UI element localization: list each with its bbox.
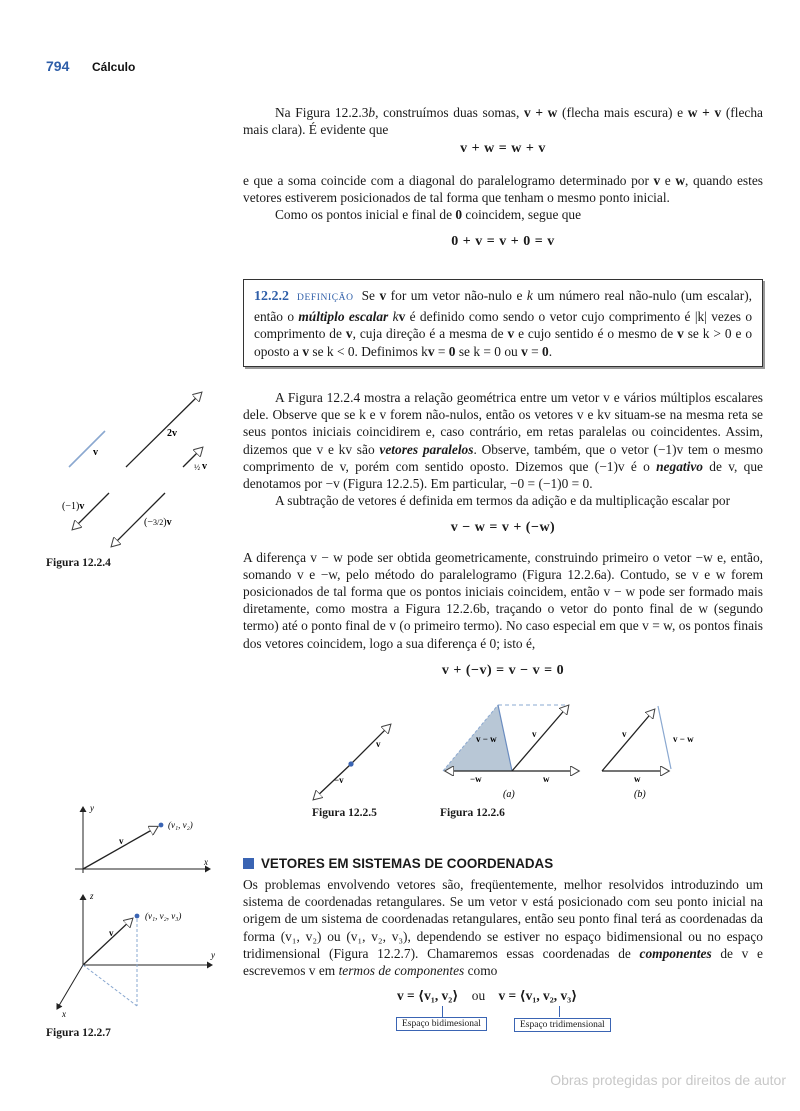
- svg-text:w: w: [543, 774, 550, 784]
- figure-12-2-7: [40, 795, 230, 1025]
- svg-text:2v: 2v: [167, 428, 177, 439]
- coordinates-section: [243, 876, 763, 979]
- figure-12-2-4: [40, 385, 220, 560]
- section-heading: [243, 856, 553, 871]
- intro-paragraph-1: Na Figura 12.2.3b, construímos duas somas, v + w (flecha mais escura) e w + v (flecha mais clara). É evidente que: [243, 105, 763, 138]
- svg-text:v: v: [109, 928, 114, 938]
- caption-figure-12-2-6: Figura 12.2.6: [440, 807, 505, 819]
- definition-number: 12.2.2: [254, 289, 289, 304]
- caption-figure-12-2-5: Figura 12.2.5: [312, 807, 377, 819]
- svg-text:v: v: [376, 739, 381, 749]
- page-number: 794: [46, 58, 70, 74]
- label-box-3d: Espaço tridimensional: [514, 1018, 611, 1032]
- svg-text:(−3/2)v: (−3/2)v: [144, 517, 172, 528]
- equation-subtraction: v − w = v + (−w): [450, 520, 556, 536]
- svg-text:x: x: [204, 857, 208, 867]
- page-header: [46, 58, 135, 74]
- watermark: Obras protegidas por direitos de autor: [550, 1072, 786, 1088]
- intro-paragraph-3: Como os pontos inicial e final de 0 coincidem, segue que: [275, 207, 582, 223]
- multiples-paragraph-2: A subtração de vetores é definida em termos da adição e da multiplicação escalar por: [275, 493, 731, 509]
- intro-paragraph-2: e que a soma coincide com a diagonal do paralelogramo determinado por v e w, quando estes vetores estiverem posicionados de tal forma que tenham o mesmo ponto inicial.: [243, 172, 763, 205]
- label-box-2d: Espaço bidimesional: [396, 1017, 487, 1031]
- caption-figure-12-2-7: Figura 12.2.7: [46, 1027, 111, 1039]
- caption-figure-12-2-4: Figura 12.2.4: [46, 557, 111, 569]
- vector-2v: [126, 393, 201, 467]
- formula-3d: v = ⟨v₁, v₂, v₃⟩: [498, 988, 578, 1003]
- intro-section: [243, 104, 763, 264]
- svg-text:½: ½: [194, 463, 200, 472]
- svg-text:v − w: v − w: [673, 734, 694, 744]
- svg-text:z: z: [90, 891, 94, 901]
- svg-text:x: x: [62, 1009, 66, 1019]
- svg-text:v: v: [202, 461, 207, 472]
- svg-text:w: w: [634, 774, 641, 784]
- svg-text:−w: −w: [470, 774, 482, 784]
- svg-text:y: y: [90, 803, 94, 813]
- vector-v: [69, 431, 105, 467]
- component-formula: [397, 988, 577, 1004]
- scalar-multiples-section: [243, 389, 763, 693]
- section-bullet-icon: [243, 858, 254, 869]
- definition-tag: DEFINIÇÃO: [297, 293, 354, 303]
- equation-self-difference: v + (−v) = v − v = 0: [441, 662, 565, 678]
- svg-text:(a): (a): [503, 789, 515, 800]
- svg-text:v: v: [532, 729, 537, 739]
- connector-3d: [559, 1006, 560, 1017]
- svg-text:−v: −v: [334, 775, 344, 785]
- svg-text:(−1)v: (−1)v: [62, 501, 85, 512]
- section-title: VETORES EM SISTEMAS DE COORDENADAS: [261, 856, 554, 871]
- svg-text:(v₁, v₂): (v₁, v₂): [168, 820, 193, 830]
- definition-box: 12.2.2 DEFINIÇÃO Se v for um vetor não-nulo e k um número real não-nulo (um escalar), então o múltiplo escalar kv é definido como sendo o vetor cujo comprimento é |k| vezes o comprimento de v, cuja direção é a mesma de v e cujo sentido é o mesmo de v se k > 0 e o oposto a v se k < 0. Definimos kv = 0 se k = 0 ou v = 0.: [243, 279, 763, 367]
- book-title: Cálculo: [92, 60, 136, 74]
- formula-2d: v = ⟨v₁, v₂⟩: [397, 988, 459, 1003]
- connector-2d: [442, 1006, 443, 1017]
- coordinates-paragraph: Os problemas envolvendo vetores são, freqüentemente, melhor resolvidos introduzindo um sistema de coordenadas retangulares. Se um vetor v está posicionado com seu ponto inicial na origem de um sistema de coordenadas retangulares, então seu ponto final terá as coordenadas da forma (v₁, v₂) ou (v₁, v₂, v₃), dependendo se estiver no espaço bidimensional ou no espaço tridimensional (Figura 12.2.7). Chamaremos essas coordenadas de componentes de v e escrevemos v em termos de componentes como: [243, 877, 763, 979]
- svg-text:(v₁, v₂, v₃): (v₁, v₂, v₃): [145, 911, 182, 921]
- figure-12-2-5-and-6: [300, 695, 710, 805]
- svg-text:(b): (b): [634, 789, 646, 800]
- svg-text:v − w: v − w: [476, 734, 497, 744]
- formula-or: ou: [471, 988, 486, 1003]
- multiples-paragraph-3: A diferença v − w pode ser obtida geometricamente, construindo primeiro o vetor −w e, então, somando v e −w, pelo método do paralelogramo (Figura 12.2.6a). Contudo, se v e w forem posicionados de tal forma que os pontos iniciais coincidem, então v − w pode ser formado mais diretamente, como mostra a Figura 12.2.6b, traçando o vetor do ponto final de w (segundo termo) até o ponto final de v (o primeiro termo). No caso especial em que v = w, os pontos finais dos vetores coincidem, logo a sua diferença é 0; isto é,: [243, 549, 763, 651]
- equation-commutative: v + w = w + v: [460, 141, 546, 157]
- multiples-paragraph-1: A Figura 12.2.4 mostra a relação geométrica entre um vetor v e vários múltiplos escalares dele. Observe que se k e v forem não-nulos, então os vetores v e kv situam-se na mesma reta se seus pontos iniciais coincidirem e, caso contrário, em retas paralelas ou coincidentes. Assim, dizemos que v e kv são vetores paralelos. Observe, também, que o vetor (−1)v tem o mesmo comprimento de v, porém com sentido oposto. Dizemos que (−1)v é o negativo de v, que denotamos por −v (Figura 12.2.5). Em particular, −0 = (−1)0 = 0.: [243, 390, 763, 492]
- svg-text:v: v: [622, 729, 627, 739]
- equation-zero-identity: 0 + v = v + 0 = v: [451, 234, 555, 250]
- svg-text:v: v: [119, 836, 124, 846]
- term-scalar-multiple: múltiplo escalar: [298, 308, 389, 324]
- svg-text:y: y: [211, 950, 215, 960]
- svg-text:v: v: [93, 447, 98, 458]
